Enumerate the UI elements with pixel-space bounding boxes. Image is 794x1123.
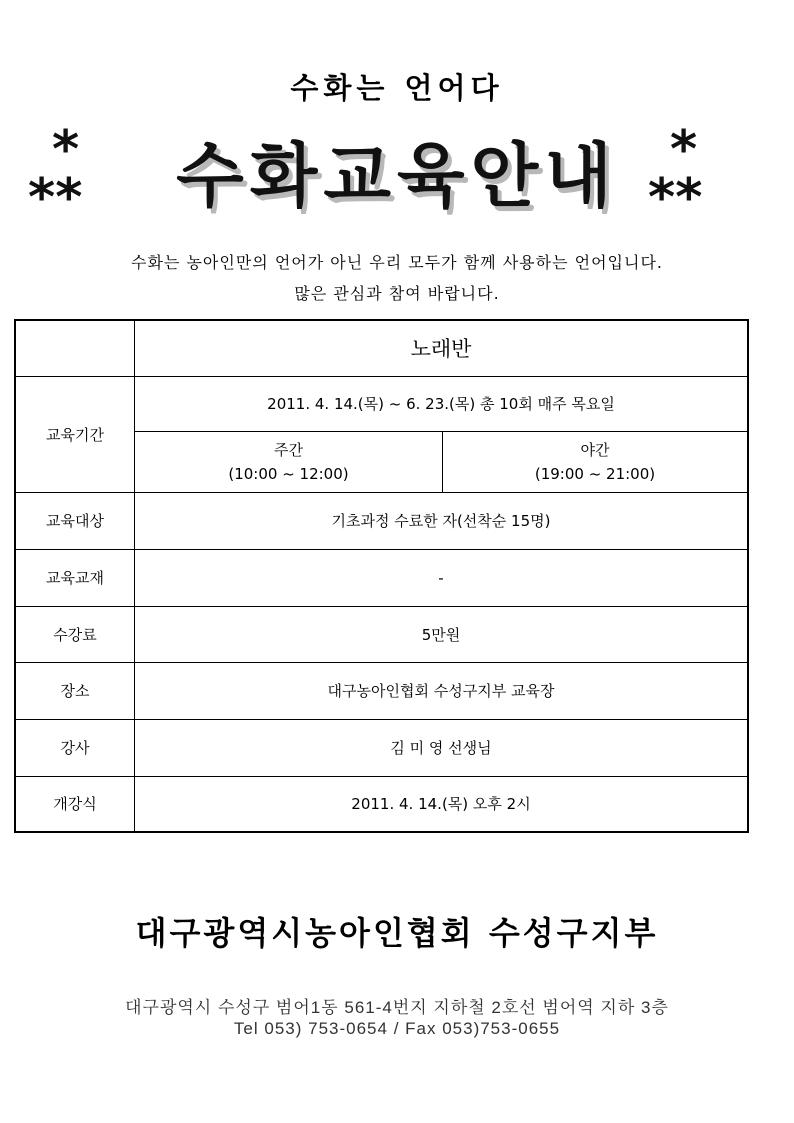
fee-value: 5만원 — [135, 606, 749, 662]
material-value: - — [135, 549, 749, 606]
footer-contact: Tel 053) 753-0654 / Fax 053)753-0655 — [233, 1019, 561, 1038]
target-label: 교육대상 — [15, 492, 135, 549]
class-name: 노래반 — [135, 320, 749, 376]
table-row-opening — [15, 776, 748, 832]
star-decoration-left-top: * — [52, 120, 80, 180]
teacher-label: 강사 — [15, 719, 135, 776]
table-row-fee — [15, 606, 748, 662]
target-value: 기초과정 수료한 자(선착순 15명) — [135, 492, 749, 549]
place-value: 대구농아인협회 수성구지부 교육장 — [135, 662, 749, 719]
table-row-material — [15, 549, 748, 606]
table-row-place — [15, 662, 748, 719]
main-title: 수화교육안내 — [176, 135, 618, 217]
star-decoration-right-bottom: ** — [648, 168, 703, 228]
star-decoration-right-top: * — [670, 120, 698, 180]
day-session-label: 주간 — [274, 440, 303, 459]
intro-line-1: 수화는 농아인만의 언어가 아닌 우리 모두가 함께 사용하는 언어입니다. — [131, 253, 663, 272]
title-banner — [0, 112, 794, 228]
table-row-target — [15, 492, 748, 549]
empty-corner-cell — [15, 320, 135, 376]
subtitle: 수화는 언어다 — [290, 71, 504, 105]
night-session-cell — [443, 431, 749, 492]
period-label: 교육기간 — [15, 376, 135, 492]
night-session-label: 야간 — [580, 440, 610, 459]
table-row-period — [15, 376, 748, 431]
table-row-class — [15, 320, 748, 376]
material-label: 교육교재 — [15, 549, 135, 606]
opening-label: 개강식 — [15, 776, 135, 832]
teacher-value: 김 미 영 선생님 — [135, 719, 749, 776]
table-row-teacher — [15, 719, 748, 776]
organization-name: 대구광역시농아인협회 수성구지부 — [135, 914, 659, 952]
course-info-table — [14, 319, 749, 833]
footer-address: 대구광역시 수성구 범어1동 561-4번지 지하철 2호선 범어역 지하 3층 — [125, 998, 669, 1017]
intro-line-2: 많은 관심과 참여 바랍니다. — [294, 284, 500, 303]
day-session-cell — [135, 431, 443, 492]
star-decoration-left-bottom: ** — [28, 168, 83, 228]
place-label: 장소 — [15, 662, 135, 719]
day-session-time: (10:00 ~ 12:00) — [228, 464, 349, 483]
night-session-time: (19:00 ~ 21:00) — [534, 464, 656, 483]
fee-label: 수강료 — [15, 606, 135, 662]
opening-value: 2011. 4. 14.(목) 오후 2시 — [135, 776, 749, 832]
period-value: 2011. 4. 14.(목) ~ 6. 23.(목) 총 10회 매주 목요일 — [135, 376, 749, 431]
